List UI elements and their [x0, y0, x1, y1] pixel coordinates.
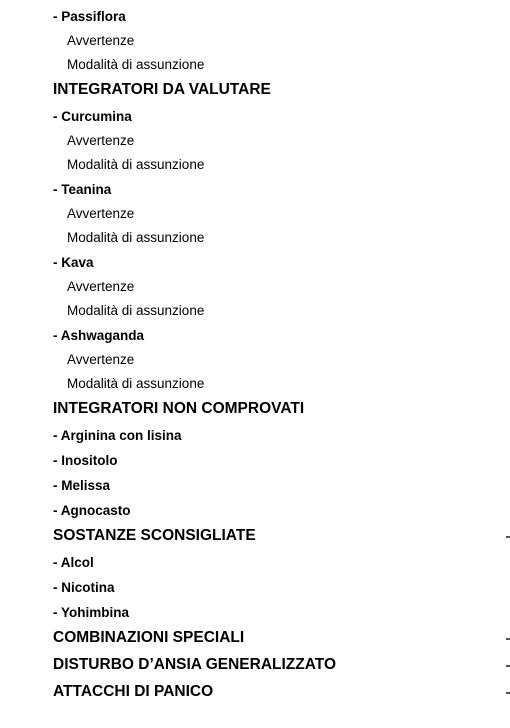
leader-mark [506, 665, 510, 667]
toc-subitem-passiflora-modalita[interactable]: Modalità di assunzione [67, 57, 205, 72]
toc-section-sostanze-sconsigliate[interactable]: SOSTANZE SCONSIGLIATE [53, 527, 256, 544]
toc-item-melissa[interactable]: - Melissa [53, 478, 111, 493]
toc-item-alcol[interactable]: - Alcol [53, 555, 94, 570]
toc-subitem-teanina-modalita[interactable]: Modalità di assunzione [67, 230, 205, 245]
toc-section-integratori-non-comprovati[interactable]: INTEGRATORI NON COMPROVATI [53, 400, 305, 417]
toc-item-inositolo[interactable]: - Inositolo [53, 453, 118, 468]
leader-mark [506, 536, 510, 538]
toc-item-arginina-con-lisina[interactable]: - Arginina con lisina [53, 428, 182, 443]
toc-subitem-teanina-avvertenze[interactable]: Avvertenze [67, 206, 135, 221]
toc-item-passiflora[interactable]: - Passiflora [53, 9, 126, 24]
toc-item-kava[interactable]: - Kava [53, 255, 94, 270]
leader-mark [506, 692, 510, 694]
toc-subitem-passiflora-avvertenze[interactable]: Avvertenze [67, 33, 135, 48]
toc-section-disturbo-ansia-generalizzato[interactable]: DISTURBO D’ANSIA GENERALIZZATO [53, 656, 337, 673]
toc-section-integratori-da-valutare[interactable]: INTEGRATORI DA VALUTARE [53, 81, 271, 98]
toc-subitem-kava-modalita[interactable]: Modalità di assunzione [67, 303, 205, 318]
toc-item-nicotina[interactable]: - Nicotina [53, 580, 115, 595]
toc-subitem-ashwaganda-modalita[interactable]: Modalità di assunzione [67, 376, 205, 391]
toc-subitem-kava-avvertenze[interactable]: Avvertenze [67, 279, 135, 294]
toc-subitem-curcumina-avvertenze[interactable]: Avvertenze [67, 133, 135, 148]
toc-subitem-ashwaganda-avvertenze[interactable]: Avvertenze [67, 352, 135, 367]
toc-subitem-curcumina-modalita[interactable]: Modalità di assunzione [67, 157, 205, 172]
toc-item-curcumina[interactable]: - Curcumina [53, 109, 132, 124]
toc-section-attacchi-di-panico[interactable]: ATTACCHI DI PANICO [53, 683, 214, 700]
toc-item-agnocasto[interactable]: - Agnocasto [53, 503, 131, 518]
leader-mark [506, 638, 510, 640]
toc-item-teanina[interactable]: - Teanina [53, 182, 112, 197]
toc-section-combinazioni-speciali[interactable]: COMBINAZIONI SPECIALI [53, 629, 245, 646]
toc-item-yohimbina[interactable]: - Yohimbina [53, 605, 130, 620]
toc-item-ashwaganda[interactable]: - Ashwaganda [53, 328, 145, 343]
